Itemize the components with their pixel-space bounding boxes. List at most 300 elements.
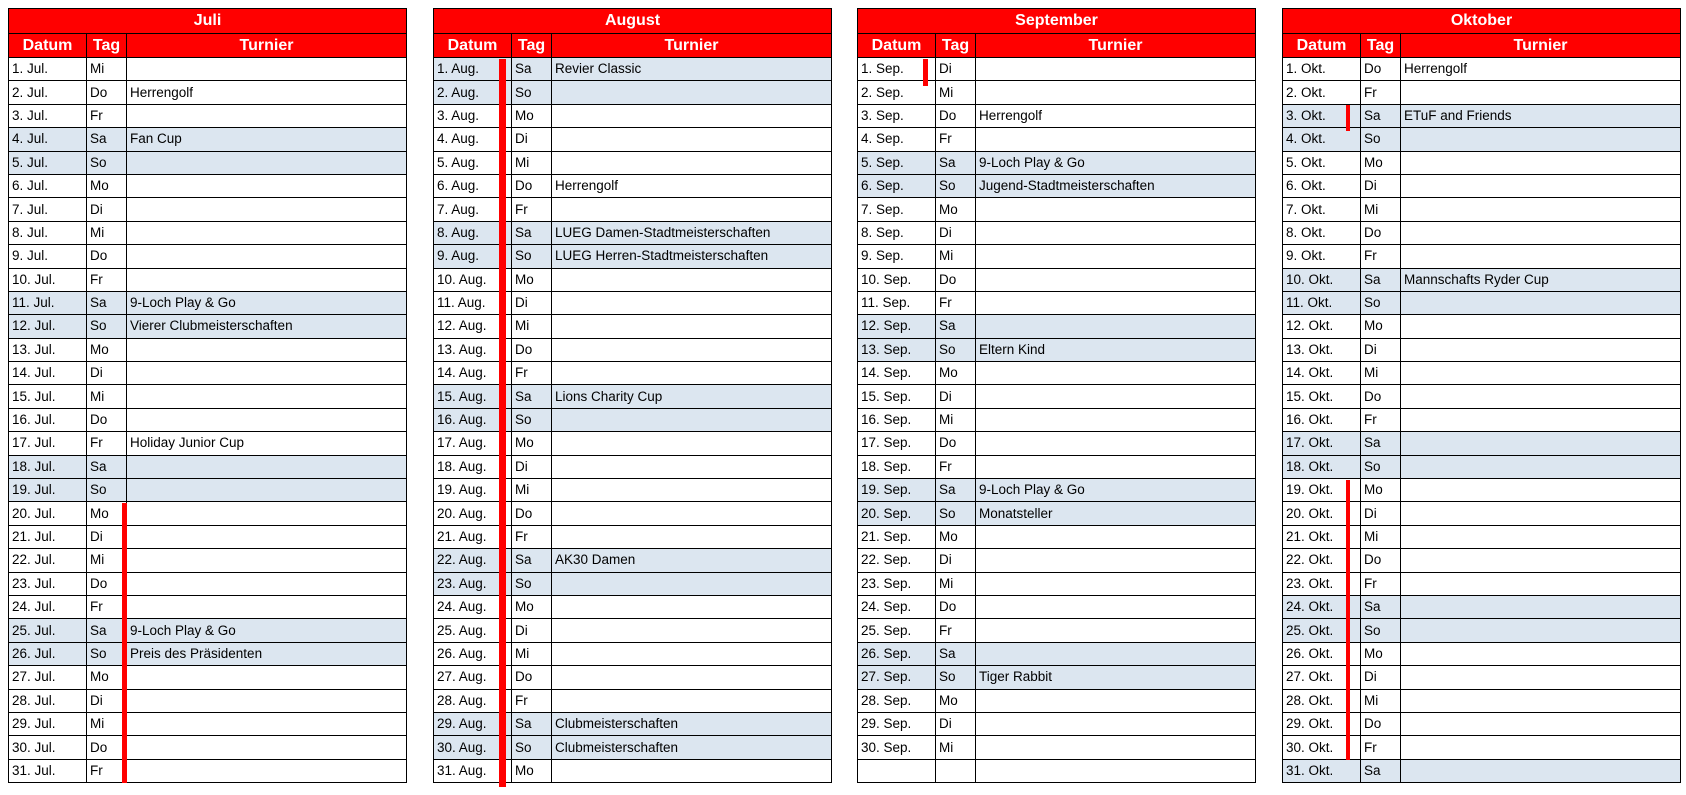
date-cell: 28. Sep. — [858, 689, 936, 712]
header-turnier: Turnier — [976, 34, 1256, 58]
table-row — [434, 642, 832, 665]
weekday-cell: Mi — [87, 221, 127, 244]
tournament-cell — [552, 128, 832, 151]
table-row — [1283, 432, 1681, 455]
tournament-cell — [127, 174, 407, 197]
tournament-cell — [552, 525, 832, 548]
table-row — [9, 362, 407, 385]
table-row — [858, 595, 1256, 618]
weekday-cell: Sa — [512, 712, 552, 735]
weekday-cell: Do — [936, 268, 976, 291]
table-row — [434, 81, 832, 104]
table-row — [858, 619, 1256, 642]
date-cell: 24. Jul. — [9, 595, 87, 618]
table-row — [434, 315, 832, 338]
date-cell: 7. Sep. — [858, 198, 936, 221]
date-cell: 11. Aug. — [434, 291, 512, 314]
table-row — [434, 759, 832, 782]
tournament-cell — [1401, 315, 1681, 338]
tournament-cell — [1401, 642, 1681, 665]
table-row — [434, 689, 832, 712]
weekday-cell: Mo — [87, 666, 127, 689]
date-cell: 18. Aug. — [434, 455, 512, 478]
header-datum: Datum — [9, 34, 87, 58]
weekday-cell: Sa — [87, 619, 127, 642]
date-cell: 2. Okt. — [1283, 81, 1361, 104]
weekday-cell: Di — [512, 128, 552, 151]
date-cell: 22. Sep. — [858, 549, 936, 572]
date-cell: 21. Aug. — [434, 525, 512, 548]
weekday-cell: Mi — [87, 712, 127, 735]
table-row — [9, 315, 407, 338]
table-row — [9, 642, 407, 665]
table-row — [434, 58, 832, 81]
tournament-cell: Vierer Clubmeisterschaften — [127, 315, 407, 338]
tournament-cell: 9-Loch Play & Go — [976, 479, 1256, 502]
tournament-cell — [976, 595, 1256, 618]
table-row — [434, 595, 832, 618]
table-row — [1283, 58, 1681, 81]
date-cell: 28. Aug. — [434, 689, 512, 712]
tournament-cell — [1401, 151, 1681, 174]
table-row — [858, 432, 1256, 455]
table-row — [858, 362, 1256, 385]
date-cell: 23. Aug. — [434, 572, 512, 595]
weekday-cell: So — [512, 736, 552, 759]
weekday-cell: Sa — [512, 549, 552, 572]
table-row — [858, 549, 1256, 572]
weekday-cell: Sa — [936, 151, 976, 174]
date-cell: 15. Okt. — [1283, 385, 1361, 408]
table-row — [858, 385, 1256, 408]
date-cell: 6. Sep. — [858, 174, 936, 197]
table-row — [434, 362, 832, 385]
date-cell: 11. Jul. — [9, 291, 87, 314]
table-row — [434, 245, 832, 268]
weekday-cell: So — [1361, 455, 1401, 478]
table-row — [9, 128, 407, 151]
date-cell: 3. Okt. — [1283, 104, 1361, 127]
tournament-cell — [127, 479, 407, 502]
weekday-cell: Do — [1361, 221, 1401, 244]
tournament-cell — [127, 338, 407, 361]
tournament-cell — [127, 362, 407, 385]
weekday-cell: Fr — [512, 689, 552, 712]
date-cell: 17. Aug. — [434, 432, 512, 455]
weekday-cell: Fr — [87, 595, 127, 618]
table-row — [858, 408, 1256, 431]
weekday-cell: Sa — [512, 221, 552, 244]
weekday-cell: Di — [936, 385, 976, 408]
tournament-cell — [552, 455, 832, 478]
table-row — [1283, 268, 1681, 291]
tournament-cell — [976, 315, 1256, 338]
tournament-cell — [1401, 198, 1681, 221]
date-cell: 31. Okt. — [1283, 759, 1361, 782]
table-row — [858, 338, 1256, 361]
date-cell: 29. Sep. — [858, 712, 936, 735]
table-row — [1283, 549, 1681, 572]
weekday-cell: Do — [512, 502, 552, 525]
table-row — [434, 549, 832, 572]
tournament-cell — [976, 432, 1256, 455]
table-row — [1283, 291, 1681, 314]
tournament-cell — [127, 245, 407, 268]
tournament-cell — [552, 104, 832, 127]
tournament-cell — [1401, 245, 1681, 268]
tournament-cell — [1401, 408, 1681, 431]
tournament-cell — [976, 198, 1256, 221]
table-row — [434, 502, 832, 525]
tournament-cell — [552, 151, 832, 174]
date-cell: 23. Jul. — [9, 572, 87, 595]
table-row — [858, 759, 1256, 782]
weekday-cell: Mo — [1361, 642, 1401, 665]
weekday-cell: Mi — [512, 315, 552, 338]
weekday-cell: Fr — [512, 362, 552, 385]
calendar-table — [857, 8, 1256, 783]
tournament-cell — [127, 198, 407, 221]
table-row — [9, 689, 407, 712]
tournament-cell — [1401, 736, 1681, 759]
weekday-cell: Do — [936, 432, 976, 455]
tournament-cell: Clubmeisterschaften — [552, 736, 832, 759]
weekday-cell: Fr — [1361, 736, 1401, 759]
weekday-cell: Mi — [936, 572, 976, 595]
table-row — [858, 689, 1256, 712]
tournament-cell: Lions Charity Cup — [552, 385, 832, 408]
table-row — [9, 151, 407, 174]
table-row — [9, 595, 407, 618]
tournament-cell: Jugend-Stadtmeisterschaften — [976, 174, 1256, 197]
table-row — [1283, 338, 1681, 361]
date-cell: 22. Jul. — [9, 549, 87, 572]
weekday-cell: Mo — [512, 432, 552, 455]
tournament-cell: Monatsteller — [976, 502, 1256, 525]
weekday-cell: Mi — [1361, 525, 1401, 548]
date-cell: 22. Aug. — [434, 549, 512, 572]
weekday-cell: So — [87, 315, 127, 338]
date-cell: 24. Aug. — [434, 595, 512, 618]
date-cell: 31. Jul. — [9, 759, 87, 782]
table-row — [858, 479, 1256, 502]
date-cell: 30. Okt. — [1283, 736, 1361, 759]
header-datum: Datum — [858, 34, 936, 58]
tournament-cell — [127, 268, 407, 291]
tournament-cell: Preis des Präsidenten — [127, 642, 407, 665]
date-cell: 16. Okt. — [1283, 408, 1361, 431]
month-title: Juli — [9, 9, 407, 34]
date-cell: 10. Jul. — [9, 268, 87, 291]
tournament-cell — [127, 572, 407, 595]
tournament-cell — [552, 619, 832, 642]
table-row — [9, 736, 407, 759]
table-row — [9, 268, 407, 291]
table-row — [434, 268, 832, 291]
weekday-cell: Do — [1361, 58, 1401, 81]
weekday-cell: Fr — [512, 198, 552, 221]
tournament-cell — [1401, 689, 1681, 712]
date-cell: 3. Jul. — [9, 104, 87, 127]
tournament-cell — [552, 759, 832, 782]
weekday-cell: Fr — [512, 525, 552, 548]
table-row — [434, 525, 832, 548]
weekday-cell: Do — [87, 572, 127, 595]
tournament-cell — [1401, 549, 1681, 572]
tournament-cell — [1401, 666, 1681, 689]
date-cell: 27. Sep. — [858, 666, 936, 689]
weekday-cell: Mo — [512, 104, 552, 127]
date-cell: 29. Aug. — [434, 712, 512, 735]
table-row — [434, 338, 832, 361]
weekday-cell: Mo — [512, 595, 552, 618]
header-turnier: Turnier — [127, 34, 407, 58]
weekday-cell: Do — [1361, 712, 1401, 735]
calendar-table — [8, 8, 407, 783]
weekday-cell: Fr — [936, 128, 976, 151]
date-cell: 14. Okt. — [1283, 362, 1361, 385]
table-row — [9, 432, 407, 455]
table-row — [434, 174, 832, 197]
tournament-cell: Holiday Junior Cup — [127, 432, 407, 455]
header-turnier: Turnier — [1401, 34, 1681, 58]
tournament-cell — [1401, 455, 1681, 478]
date-cell: 12. Aug. — [434, 315, 512, 338]
tournament-cell — [976, 642, 1256, 665]
table-row — [434, 572, 832, 595]
date-cell: 15. Sep. — [858, 385, 936, 408]
tournament-cell — [552, 198, 832, 221]
date-cell: 15. Jul. — [9, 385, 87, 408]
calendar-table — [1282, 8, 1681, 783]
tournament-cell — [1401, 712, 1681, 735]
date-cell: 27. Jul. — [9, 666, 87, 689]
table-row — [434, 151, 832, 174]
month-title: September — [858, 9, 1256, 34]
date-cell: 16. Jul. — [9, 408, 87, 431]
weekday-cell — [936, 759, 976, 782]
date-cell: 1. Aug. — [434, 58, 512, 81]
header-datum: Datum — [434, 34, 512, 58]
table-row — [858, 525, 1256, 548]
date-cell: 21. Okt. — [1283, 525, 1361, 548]
weekday-cell: Sa — [936, 642, 976, 665]
tournament-cell — [976, 736, 1256, 759]
tournament-cell — [552, 666, 832, 689]
tournament-cell — [552, 479, 832, 502]
date-cell: 26. Jul. — [9, 642, 87, 665]
tournament-cell — [976, 268, 1256, 291]
weekday-cell: Mi — [512, 642, 552, 665]
weekday-cell: So — [512, 408, 552, 431]
date-cell: 27. Okt. — [1283, 666, 1361, 689]
tournament-cell — [1401, 174, 1681, 197]
table-row — [1283, 385, 1681, 408]
weekday-cell: Fr — [936, 619, 976, 642]
table-row — [1283, 689, 1681, 712]
tournament-cell — [127, 502, 407, 525]
date-cell: 17. Okt. — [1283, 432, 1361, 455]
tournament-cell — [127, 736, 407, 759]
tournament-cell — [1401, 81, 1681, 104]
weekday-cell: Di — [87, 362, 127, 385]
tournament-cell — [976, 362, 1256, 385]
table-row — [1283, 362, 1681, 385]
table-row — [1283, 666, 1681, 689]
table-row — [1283, 128, 1681, 151]
date-cell: 19. Sep. — [858, 479, 936, 502]
table-row — [434, 736, 832, 759]
date-cell: 26. Sep. — [858, 642, 936, 665]
date-cell: 24. Sep. — [858, 595, 936, 618]
date-cell: 31. Aug. — [434, 759, 512, 782]
tournament-cell — [127, 408, 407, 431]
date-cell: 24. Okt. — [1283, 595, 1361, 618]
table-row — [9, 245, 407, 268]
weekday-cell: Mi — [936, 81, 976, 104]
table-row — [1283, 479, 1681, 502]
weekday-cell: Sa — [936, 315, 976, 338]
date-cell: 20. Okt. — [1283, 502, 1361, 525]
tournament-cell — [1401, 479, 1681, 502]
tournament-cell — [127, 525, 407, 548]
weekday-cell: So — [512, 245, 552, 268]
tournament-cell — [552, 268, 832, 291]
weekday-cell: Do — [1361, 549, 1401, 572]
weekday-cell: So — [512, 572, 552, 595]
date-cell: 28. Jul. — [9, 689, 87, 712]
weekday-cell: Sa — [1361, 268, 1401, 291]
table-row — [9, 198, 407, 221]
table-row — [858, 455, 1256, 478]
date-cell: 11. Okt. — [1283, 291, 1361, 314]
date-cell: 12. Okt. — [1283, 315, 1361, 338]
tournament-cell: Herrengolf — [127, 81, 407, 104]
tournament-cell — [1401, 759, 1681, 782]
weekday-cell: So — [87, 479, 127, 502]
month-title: August — [434, 9, 832, 34]
weekday-cell: Sa — [1361, 104, 1401, 127]
date-cell: 5. Sep. — [858, 151, 936, 174]
tournament-cell — [1401, 502, 1681, 525]
date-cell — [858, 759, 936, 782]
weekday-cell: Sa — [1361, 432, 1401, 455]
tournament-cell — [976, 81, 1256, 104]
date-cell: 6. Aug. — [434, 174, 512, 197]
table-row — [1283, 315, 1681, 338]
tournament-cell — [127, 666, 407, 689]
weekday-cell: So — [87, 642, 127, 665]
weekday-cell: Di — [512, 291, 552, 314]
table-row — [434, 221, 832, 244]
table-row — [858, 315, 1256, 338]
tournament-cell — [127, 549, 407, 572]
date-cell: 7. Jul. — [9, 198, 87, 221]
date-cell: 23. Sep. — [858, 572, 936, 595]
weekday-cell: Sa — [1361, 595, 1401, 618]
calendar-table — [433, 8, 832, 783]
tournament-cell — [552, 81, 832, 104]
weekday-cell: Mo — [87, 174, 127, 197]
date-cell: 25. Aug. — [434, 619, 512, 642]
tournament-cell: Tiger Rabbit — [976, 666, 1256, 689]
date-cell: 30. Jul. — [9, 736, 87, 759]
tournament-cell — [552, 595, 832, 618]
table-row — [858, 712, 1256, 735]
table-row — [9, 502, 407, 525]
tournament-cell — [1401, 128, 1681, 151]
date-cell: 2. Aug. — [434, 81, 512, 104]
date-cell: 10. Sep. — [858, 268, 936, 291]
date-cell: 26. Aug. — [434, 642, 512, 665]
table-row — [434, 666, 832, 689]
table-row — [434, 619, 832, 642]
weekday-cell: Mi — [87, 385, 127, 408]
tournament-cell — [552, 338, 832, 361]
date-cell: 10. Aug. — [434, 268, 512, 291]
weekday-cell: Do — [936, 595, 976, 618]
weekday-cell: So — [936, 338, 976, 361]
tournament-cell — [1401, 432, 1681, 455]
table-row — [858, 221, 1256, 244]
table-row — [9, 104, 407, 127]
table-row — [9, 58, 407, 81]
weekday-cell: Sa — [87, 128, 127, 151]
tournament-cell — [976, 385, 1256, 408]
date-cell: 1. Jul. — [9, 58, 87, 81]
tournament-cell: Eltern Kind — [976, 338, 1256, 361]
weekday-cell: Mi — [936, 245, 976, 268]
table-row — [858, 572, 1256, 595]
tournament-cell — [1401, 572, 1681, 595]
weekday-cell: Di — [87, 198, 127, 221]
weekday-cell: Di — [936, 221, 976, 244]
table-row — [434, 104, 832, 127]
weekday-cell: So — [512, 81, 552, 104]
weekday-cell: So — [936, 502, 976, 525]
table-row — [1283, 245, 1681, 268]
table-row — [9, 712, 407, 735]
weekday-cell: Do — [512, 174, 552, 197]
weekday-cell: Mi — [936, 736, 976, 759]
date-cell: 6. Jul. — [9, 174, 87, 197]
tournament-cell — [1401, 362, 1681, 385]
table-row — [434, 408, 832, 431]
weekday-cell: Do — [512, 338, 552, 361]
date-cell: 7. Aug. — [434, 198, 512, 221]
weekday-cell: Do — [87, 736, 127, 759]
table-row — [9, 455, 407, 478]
weekday-cell: Mi — [1361, 198, 1401, 221]
date-cell: 25. Okt. — [1283, 619, 1361, 642]
weekday-cell: Di — [1361, 502, 1401, 525]
date-cell: 8. Sep. — [858, 221, 936, 244]
date-cell: 20. Jul. — [9, 502, 87, 525]
weekday-cell: Di — [936, 549, 976, 572]
table-row — [9, 666, 407, 689]
weekday-cell: Di — [1361, 174, 1401, 197]
date-cell: 4. Sep. — [858, 128, 936, 151]
tournament-cell — [976, 712, 1256, 735]
weekday-cell: Mo — [1361, 315, 1401, 338]
weekday-cell: Mo — [512, 759, 552, 782]
table-row — [9, 525, 407, 548]
date-cell: 4. Jul. — [9, 128, 87, 151]
weekday-cell: Di — [87, 689, 127, 712]
tournament-cell — [127, 151, 407, 174]
date-cell: 6. Okt. — [1283, 174, 1361, 197]
month-table-oktober — [1282, 8, 1680, 783]
